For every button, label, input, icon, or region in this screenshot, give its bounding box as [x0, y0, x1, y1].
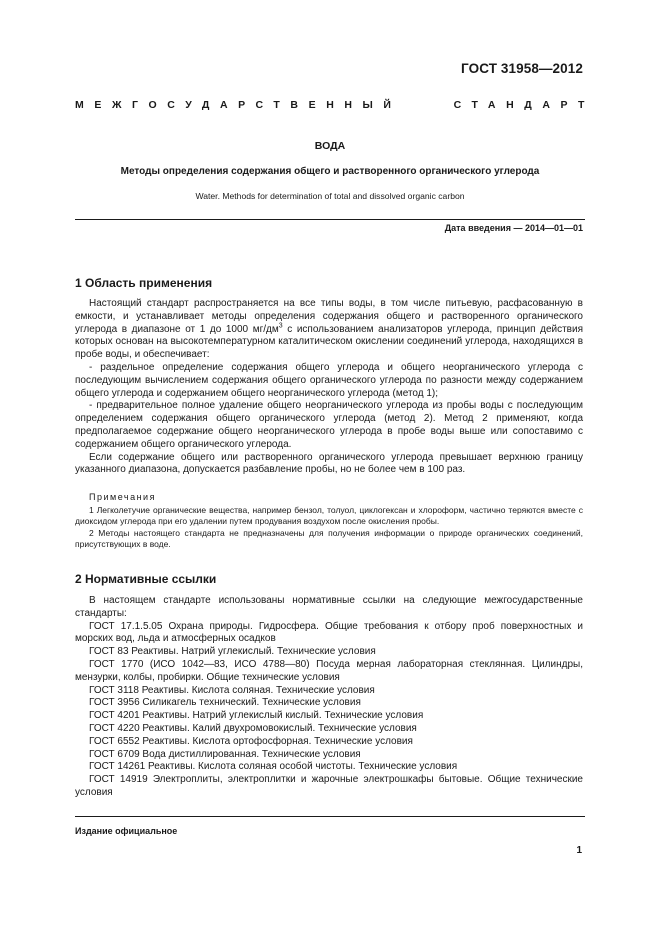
reference-item: ГОСТ 6552 Реактивы. Кислота ортофосфорная. Технические условия [89, 735, 413, 747]
reference-item: ГОСТ 1770 (ИСО 1042—83, ИСО 4788—80) Посуда мерная лабораторная стеклянная. Цилиндры, мензурки, колбы, пробирки. Общие технические условия [75, 658, 583, 683]
reference-item: ГОСТ 4201 Реактивы. Натрий углекислый кислый. Технические условия [89, 710, 424, 722]
reference-item: ГОСТ 6709 Вода дистиллированная. Технические условия [89, 748, 361, 760]
interstate-standard-banner [75, 99, 595, 111]
title-divider [75, 219, 585, 220]
english-title: Water. Methods for determination of total and dissolved organic carbon [195, 191, 465, 201]
section-heading-scope: 1 Область применения [75, 276, 213, 290]
reference-item: ГОСТ 3118 Реактивы. Кислота соляная. Технические условия [89, 684, 375, 696]
scope-text [75, 298, 583, 477]
scope-paragraph-text: Настоящий стандарт распространяется на все типы воды, в том числе питьевую, расфасованную в емкости, и устанавливает методы определения содержания общего и растворенного органического углерода в диапазоне от 1 до 1000 мг/дм [75, 298, 583, 335]
introduction-date: Дата введения — 2014—01—01 [444, 223, 583, 233]
official-edition-label: Издание официальное [75, 826, 178, 836]
interstate-word: МЕЖГОСУДАРСТВЕННЫЙ [75, 99, 402, 111]
scope-paragraph-text-cont: с использованием анализаторов углерода, принцип действия которых основан на высокотемпературном каталитическом окислении соединений углерода, находящихся в пробе воды, и обеспечивает: [75, 323, 583, 361]
document-subtitle: Методы определения содержания общего и растворенного органического углерода [120, 166, 540, 177]
section-heading-references: 2 Нормативные ссылки [75, 572, 217, 586]
unit-superscript: 3 [278, 322, 283, 330]
notes-block [75, 492, 583, 551]
reference-item: ГОСТ 83 Реактивы. Натрий углекислый. Технические условия [89, 646, 376, 658]
standard-word: СТАНДАРТ [453, 99, 595, 111]
references-intro: В настоящем стандарте использованы нормативные ссылки на следующие межгосударственные стандарты: [75, 595, 583, 619]
reference-item: ГОСТ 14919 Электроплиты, электроплитки и жарочные электрошкафы бытовые. Общие технические условия [75, 774, 583, 798]
notes-label: Примечания [89, 492, 156, 502]
references-text [75, 595, 583, 800]
reference-item: ГОСТ 14261 Реактивы. Кислота соляная особой чистоты. Технические условия [89, 761, 458, 773]
note-1: 1 Легколетучие органические вещества, например бензол, толуол, циклогексан и хлороформ, частично теряются вместе с диоксидом углерода при его удалении путем продувания воздухом после окисления пробы. [75, 504, 583, 526]
document-title: ВОДА [314, 140, 346, 152]
reference-item: ГОСТ 3956 Силикагель технический. Технические условия [89, 697, 361, 709]
standard-code: ГОСТ 31958—2012 [461, 61, 583, 76]
footer-divider [75, 816, 585, 817]
scope-dilution-paragraph: Если содержание общего или растворенного органического углерода превышает верхнюю границу указанного диапазона, допускается разбавление пробы, но не более чем в 100 раз. [75, 451, 583, 476]
reference-item: ГОСТ 4220 Реактивы. Калий двухромовокислый. Технические условия [89, 722, 417, 734]
scope-item-method1: - раздельное определение содержания общего углерода и общего неорганического углерода с последующим вычислением содержания общего органического углерода по разности между содержанием общего углерода и содержанием общего неорганического углерода (метод 1); [75, 361, 583, 399]
page-number: 1 [576, 845, 582, 856]
note-2: 2 Методы настоящего стандарта не предназначены для получения информации о природе органических соединений, присутствующих в воде. [75, 527, 583, 549]
scope-item-method2: - предварительное полное удаление общего неорганического углерода из пробы воды с последующим определением содержания общего органического углерода (метод 2). Метод 2 применяют, когда предполагаемое содержание общего неорганического углерода в пробе воды выше или сопоставимо с содержанием общего органического углерода. [75, 400, 583, 450]
reference-item: ГОСТ 17.1.5.05 Охрана природы. Гидросфера. Общие требования к отбору проб поверхностных и морских вод, льда и атмосферных осадков [75, 620, 583, 645]
scope-paragraph [75, 298, 583, 362]
